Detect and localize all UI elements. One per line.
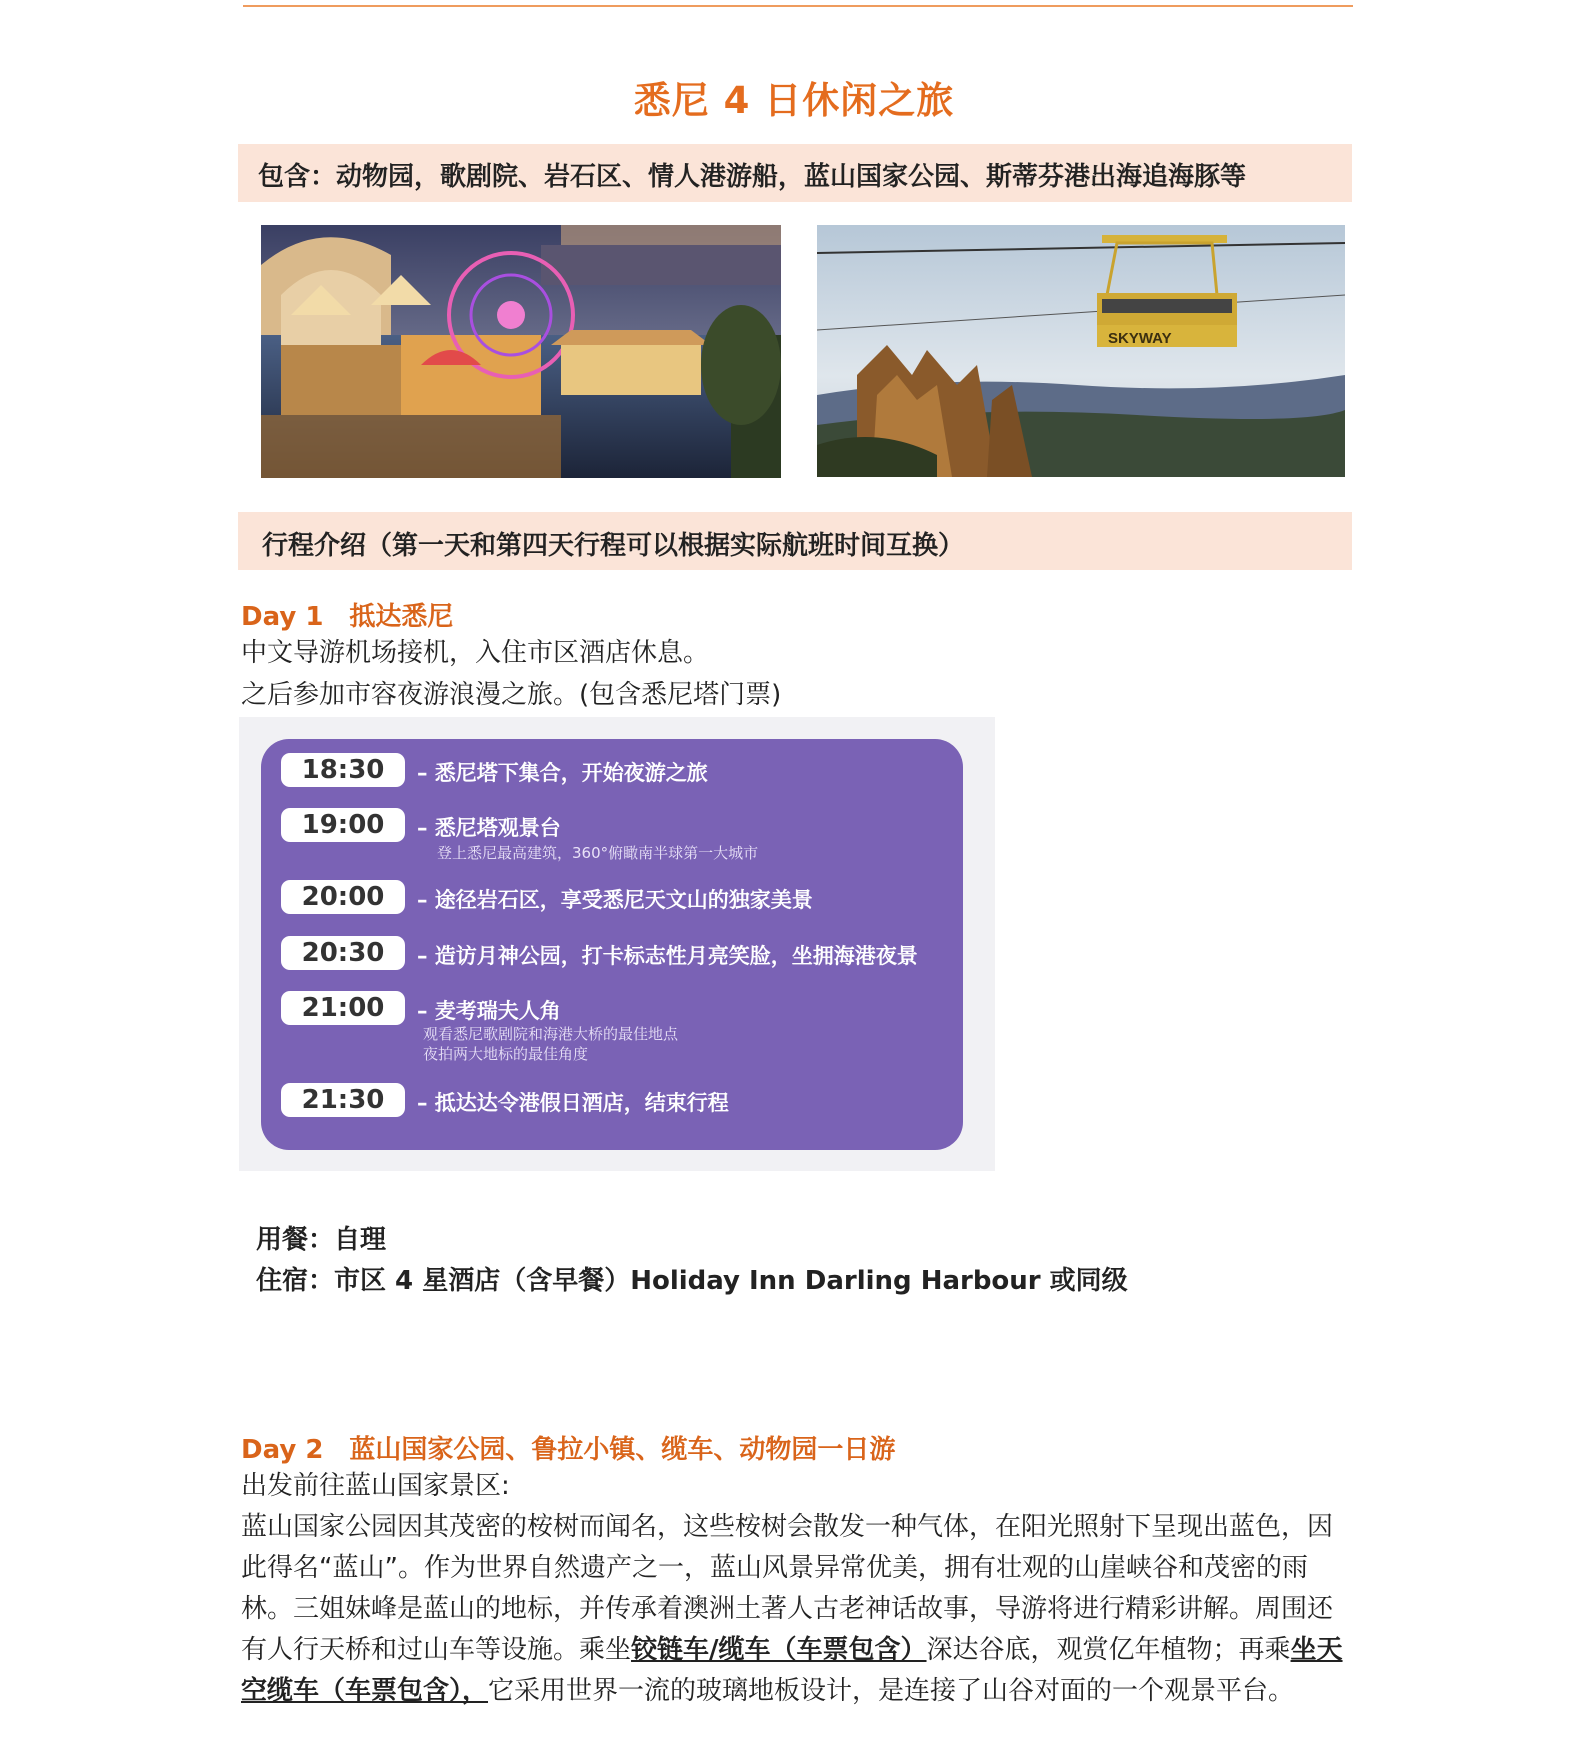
schedule-subtext: 登上悉尼最高建筑，360°俯瞰南半球第一大城市 (437, 844, 759, 862)
day1-accommodation: 住宿：市区 4 星酒店（含早餐）Holiday Inn Darling Harbour 或同级 (256, 1266, 1128, 1296)
schedule-time: 21:00 (281, 991, 405, 1025)
day2-title: Day 2 蓝山国家公园、鲁拉小镇、缆车、动物园一日游 (241, 1435, 896, 1465)
skyway-sign: SKYWAY (1108, 330, 1172, 347)
day2-text-b: 深达谷底，观赏亿年植物；再乘 (926, 1635, 1291, 1665)
cable-car-ticket-link: 铰链车/缆车（车票包含） (631, 1635, 927, 1665)
schedule-time: 21:30 (281, 1083, 405, 1117)
day2-intro: 出发前往蓝山国家景区: (241, 1471, 510, 1501)
schedule-panel (261, 739, 963, 1150)
day1-line2: 之后参加市容夜游浪漫之旅。(包含悉尼塔门票) (241, 680, 782, 710)
schedule-subtext: 夜拍两大地标的最佳角度 (423, 1045, 589, 1063)
day2-text-a: 蓝山国家公园因其茂密的桉树而闻名，这些桉树会散发一种气体，在阳光照射下呈现出蓝色，因此得名“蓝山”。作为世界自然遗产之一，蓝山风景异常优美，拥有壮观的山崖峡谷和茂密的雨林。三姐妹峰是蓝山的地标，并传承着澳洲土著人古老神话故事，导游将进行精彩讲解。周围还有人行天桥和过山车等设施。乘坐 (241, 1512, 1334, 1665)
skyway-cable-car-photo (817, 225, 1345, 477)
day2-body (241, 1466, 1351, 1712)
skyway-ticket-link: 坐天空缆车（车票包含）， (241, 1635, 1343, 1706)
day2-text-c: 它采用世界一流的玻璃地板设计，是连接了山谷对面的一个观景平台。 (488, 1676, 1295, 1706)
schedule-time: 18:30 (281, 753, 405, 787)
schedule-time: 19:00 (281, 808, 405, 842)
schedule-text: – 悉尼塔观景台 (417, 816, 561, 840)
schedule-text: – 抵达达令港假日酒店，结束行程 (417, 1091, 729, 1115)
includes-text: 包含：动物园，歌剧院、岩石区、情人港游船，蓝山国家公园、斯蒂芬港出海追海豚等 (258, 162, 1247, 192)
top-divider (243, 5, 1353, 7)
night-tour-schedule (239, 717, 995, 1171)
itinerary-banner (238, 512, 1352, 570)
sydney-harbour-photo (261, 225, 781, 478)
schedule-text: – 悉尼塔下集合，开始夜游之旅 (417, 761, 708, 785)
schedule-text: – 造访月神公园，打卡标志性月亮笑脸，坐拥海港夜景 (417, 944, 918, 968)
page-title: 悉尼 4 日休闲之旅 (633, 79, 955, 122)
includes-banner (238, 144, 1352, 202)
day1-meals: 用餐：自理 (256, 1225, 387, 1255)
schedule-text: – 麦考瑞夫人角 (417, 999, 561, 1023)
day1-line1: 中文导游机场接机，入住市区酒店休息。 (241, 638, 710, 668)
schedule-subtext: 观看悉尼歌剧院和海港大桥的最佳地点 (423, 1025, 679, 1043)
schedule-time: 20:00 (281, 880, 405, 914)
day1-title: Day 1 抵达悉尼 (241, 602, 454, 632)
itinerary-header: 行程介绍（第一天和第四天行程可以根据实际航班时间互换） (262, 531, 965, 561)
day2-paragraph (241, 1507, 1351, 1712)
schedule-time: 20:30 (281, 936, 405, 970)
schedule-text: – 途径岩石区，享受悉尼天文山的独家美景 (417, 888, 813, 912)
